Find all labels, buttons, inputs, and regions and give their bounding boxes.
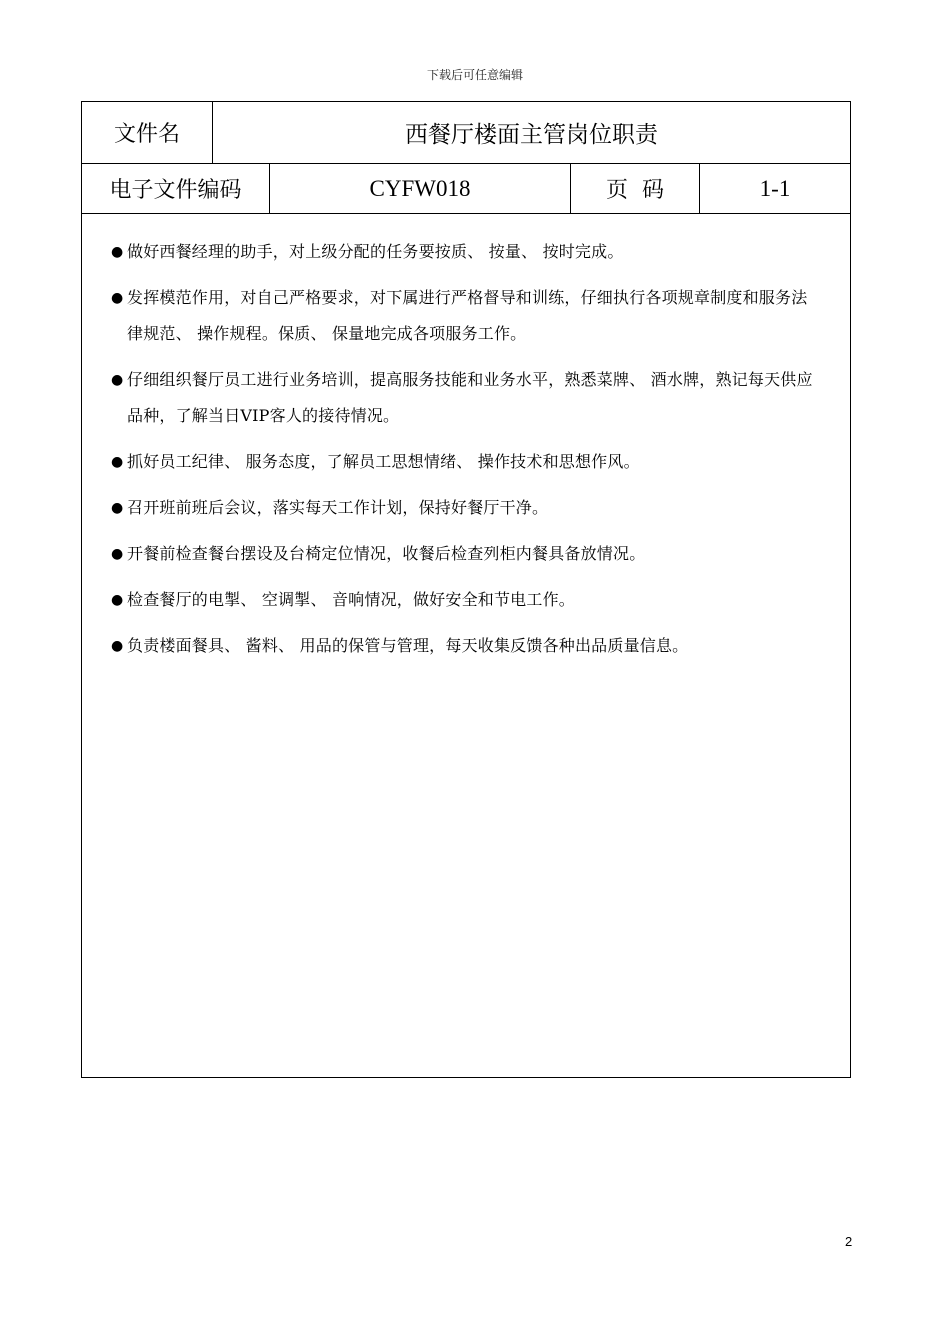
duty-text: 仔细组织餐厅员工进行业务培训，提高服务技能和业务水平，熟悉菜牌、 酒水牌，熟记每天供应品种，了解当日VIP客人的接待情况。 bbox=[127, 370, 813, 425]
bullet-icon: ● bbox=[111, 546, 124, 562]
bullet-icon: ● bbox=[111, 638, 124, 654]
duty-text: 抓好员工纪律、 服务态度，了解员工思想情绪、 操作技术和思想作风。 bbox=[127, 452, 640, 471]
duty-item bbox=[111, 490, 820, 526]
bullet-icon: ● bbox=[111, 244, 124, 260]
file-code-label-cell bbox=[82, 164, 270, 213]
bullet-icon: ● bbox=[111, 500, 124, 516]
bullet-icon: ● bbox=[111, 290, 124, 306]
duty-item bbox=[111, 582, 820, 618]
duty-text: 召开班前班后会议，落实每天工作计划，保持好餐厅干净。 bbox=[127, 498, 549, 517]
file-name-label: 文件名 bbox=[113, 122, 180, 147]
page-number: 2 bbox=[845, 1234, 853, 1249]
bullet-icon: ● bbox=[111, 592, 124, 608]
duty-item bbox=[111, 628, 820, 664]
duty-item bbox=[111, 444, 820, 480]
duty-item bbox=[111, 536, 820, 572]
duty-text: 做好西餐经理的助手，对上级分配的任务要按质、 按量、 按时完成。 bbox=[127, 242, 624, 261]
page-value: 1-1 bbox=[759, 175, 791, 201]
header-note: 下载后可任意编辑 bbox=[426, 68, 523, 82]
duty-text: 开餐前检查餐台摆设及台椅定位情况，收餐后检查列柜内餐具备放情况。 bbox=[127, 544, 646, 563]
duty-item bbox=[111, 280, 820, 352]
page-label-cell bbox=[571, 164, 700, 213]
duties-content bbox=[82, 214, 850, 680]
page-label: 页 码 bbox=[606, 178, 664, 203]
duty-text: 负责楼面餐具、 酱料、 用品的保管与管理，每天收集反馈各种出品质量信息。 bbox=[127, 636, 689, 655]
file-name-value-cell bbox=[213, 102, 850, 163]
file-code-value-cell bbox=[270, 164, 571, 213]
bullet-icon: ● bbox=[111, 372, 124, 388]
file-name-label-cell bbox=[82, 102, 213, 163]
file-code-value: CYFW018 bbox=[369, 175, 471, 201]
file-name-row bbox=[82, 102, 850, 164]
file-code-label: 电子文件编码 bbox=[109, 178, 242, 203]
duty-text: 发挥模范作用，对自己严格要求，对下属进行严格督导和训练，仔细执行各项规章制度和服务法律规范、 操作规程。保质、 保量地完成各项服务工作。 bbox=[127, 288, 808, 343]
duty-item bbox=[111, 362, 820, 434]
page-value-cell bbox=[700, 164, 850, 213]
duty-text: 检查餐厅的电掣、 空调掣、 音响情况，做好安全和节电工作。 bbox=[127, 590, 575, 609]
file-code-row bbox=[82, 164, 850, 214]
bullet-icon: ● bbox=[111, 454, 124, 470]
document-table bbox=[81, 101, 851, 1078]
duty-item bbox=[111, 234, 820, 270]
document-title: 西餐厅楼面主管岗位职责 bbox=[405, 122, 658, 148]
